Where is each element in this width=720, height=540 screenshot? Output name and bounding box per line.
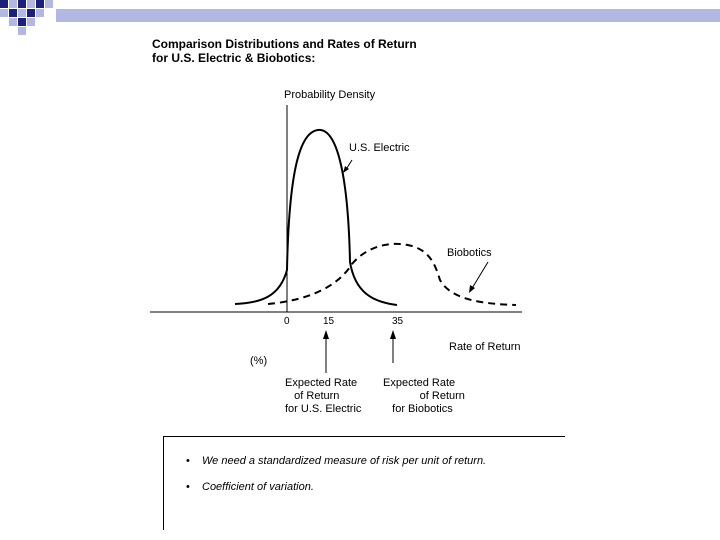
biobotics-caption: Expected Rate of Return for Biobotics	[383, 377, 465, 415]
x-tick-15: 15	[323, 316, 335, 327]
biobotics-pointer	[471, 262, 488, 290]
us-electric-caption: Expected Rate of Return for U.S. Electric	[285, 377, 362, 415]
bullet-box	[163, 436, 565, 530]
biobotics-pointer-head	[469, 285, 475, 293]
title-line-1: Comparison Distributions and Rates of Return	[152, 37, 417, 51]
x-tick-0: 0	[284, 316, 290, 327]
us-electric-expected-arrowhead	[323, 330, 329, 339]
x-tick-35: 35	[392, 316, 404, 327]
biobotics-expected-arrowhead	[390, 330, 396, 339]
biobotics-label: Biobotics	[447, 247, 492, 259]
us-electric-curve	[235, 130, 397, 305]
y-axis-label: Probability Density	[284, 89, 376, 101]
us-electric-label: U.S. Electric	[349, 142, 410, 154]
bullet-text: Coefficient of variation.	[202, 481, 314, 493]
x-axis-label: Rate of Return	[449, 341, 521, 353]
bullet-list	[186, 455, 486, 507]
bullet-text: We need a standardized measure of risk per unit of return.	[202, 455, 487, 467]
bullet-item: • Coefficient of variation.	[186, 481, 314, 493]
unit-label: (%)	[250, 355, 268, 367]
title-line-2: for U.S. Electric & Biobotics:	[152, 51, 316, 65]
bullet-item: • We need a standardized measure of risk per unit of return.	[186, 455, 487, 467]
